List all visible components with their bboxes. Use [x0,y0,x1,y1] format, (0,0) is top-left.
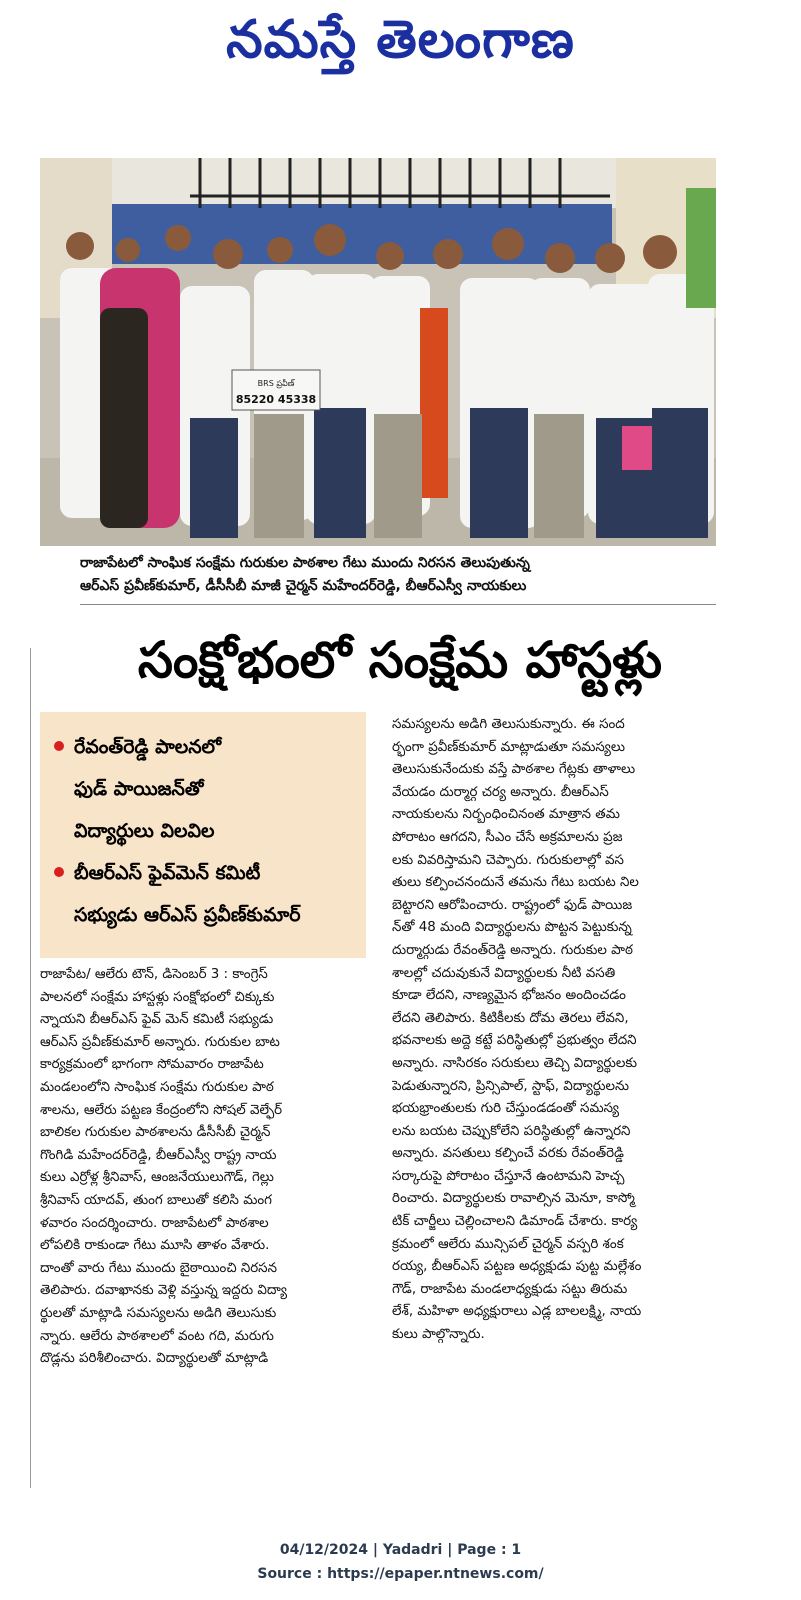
article-line: కూడా లేదని, నాణ్యమైన భోజనం అందించడం [392,988,626,1004]
article-line: సర్కారుపై పోరాటం చేస్తూనే ఉంటామని హెచ్చ [392,1168,625,1184]
edition-info: 04/12/2024 | Yadadri | Page : 1 [279,1542,522,1558]
article-line: లను బయట చెప్పుకోలేని పరిస్థితుల్లో ఉన్నారని [392,1123,631,1139]
article-line: ర్భంగా ప్రవీణ్‌కుమార్ మాట్లాడుతూ సమస్యలు [392,739,625,755]
article-line: శ్రీనివాస్ యాదవ్, తుంగ బాలుతో కలిసి మంగ [40,1192,272,1208]
article-line: అన్నారు. నాసిరకం సరుకులు తెచ్చి విద్యార్థులకు [392,1055,638,1071]
article-line: శాలల్లో చదువుకునే విద్యార్థులకు నీటి వసతి [392,965,616,981]
placard-number: 85220 45338 [235,393,317,406]
highlight-line: రేవంత్‌రెడ్డి పాలనలో [74,736,222,758]
article-line: రయ్య, బీఆర్ఎస్ పట్టణ అధ్యక్షుడు పుట్ట మల్లేశం [392,1259,642,1275]
article-line: రించారు. విద్యార్థులకు రావాల్సిన మెనూ, కాస్మో [392,1191,635,1207]
article-line: ర్థులతో మాట్లాడి సమస్యలను అడిగి తెలుసుకు [40,1305,277,1321]
article-line: భయభ్రాంతులకు గురి చేస్తుండడంతో సమస్య [392,1101,620,1117]
highlight-item [54,852,362,936]
article-line: గొంగిడి మహేందర్‌రెడ్డి, బీఆర్ఎస్వీ రాష్ట్ర నాయ [40,1147,277,1163]
page-footer [0,1538,801,1586]
article-line: భవనాలకు అద్దె కట్టే పరిస్థితుల్లో ప్రభుత్వం లేదని [392,1033,637,1049]
article-line: లేదని తెలిపారు. కిటికీలకు దోమ తెరలు లేవని, [392,1010,629,1026]
article-headline: సంక్షోభంలో సంక్షేమ హాస్టళ్లు [137,631,663,689]
article-line: శాలను, ఆలేరు పట్టణ కేంద్రంలోని సోషల్ వెల్ఫేర్ [40,1102,283,1118]
article-line: న్నాయని బీఆర్ఎస్ ఫైవ్ మెన్ కమిటీ సభ్యుడు [40,1012,274,1028]
article-line: కార్యక్రమంలో భాగంగా సోమవారం రాజాపేట [40,1057,264,1073]
highlight-line: సభ్యుడు ఆర్ఎస్ ప్రవీణ్‌కుమార్ [74,904,301,926]
article-line: పాలనలో సంక్షేమ హాస్టళ్లు సంక్షోభంలో చిక్కుకు [40,989,275,1005]
newspaper-title: నమస్తే తెలంగాణ [226,10,575,70]
article-line: దుర్మార్గుడు రేవంత్‌రెడ్డి అన్నారు. గురుకుల పాఠ [392,942,633,958]
highlight-line: బీఆర్ఎస్ ఫైవ్‌మెన్ కమిటీ [74,862,261,884]
column-divider [30,648,31,1488]
bullet-dot-icon [54,867,64,877]
bullet-dot-icon [54,741,64,751]
article-line: సమస్యలను అడిగి తెలుసుకున్నారు. ఈ సంద [392,717,625,732]
article-line: వేయడం దుర్మార్గ చర్య అన్నారు. బీఆర్ఎస్ [392,784,609,800]
article-line: గౌడ్, రాజాపేట మండలాధ్యక్షుడు సట్టు తిరుమ [392,1281,628,1297]
article-line: బాలికల గురుకుల పాఠశాలను డీసీసీబీ చైర్మన్ [40,1125,271,1141]
news-photo [40,158,716,546]
article-line: తెలుసుకునేందుకు వస్తే పాఠశాల గేట్లకు తాళాలు [392,762,636,778]
article-line: కులు పాల్గొన్నారు. [392,1327,485,1343]
article-line: పోరాటం ఆగదని, సీఎం చేసే అక్రమాలను ప్రజ [392,829,623,845]
protest-photo-illustration [40,158,716,546]
source-link[interactable]: Source : https://epaper.ntnews.com/ [257,1566,544,1582]
article-line: పెడుతున్నారని, ప్రిన్సిపాల్, స్టాఫ్, విద్యార్థులను [392,1078,629,1094]
article-line: దొడ్లను పరిశీలించారు. విద్యార్థులతో మాట్లాడి [40,1351,269,1367]
caption-divider [80,604,716,605]
article-line: క్రమంలో ఆలేరు మున్సిపల్ చైర్మన్ వస్పరి శంక [392,1236,624,1252]
article-line: నాయకులను నిర్బంధించినంత మాత్రాన తమ [392,807,620,823]
article-line: తెలిపారు. దవాఖానకు వెళ్లి వస్తున్న ఇద్దరు విద్యా [40,1283,287,1299]
article-line: ఆర్ఎస్ ప్రవీణ్‌కుమార్ అన్నారు. గురుకుల బాట [40,1034,280,1050]
highlight-item [54,726,362,852]
article-line: దాంతో వారు గేటు ముందు బైఠాయించి నిరసన [40,1260,277,1276]
article-column-right [392,714,718,1347]
article-line: తులు కల్పించనందునే తమను గేటు బయట నిల [392,875,639,891]
highlights-box [40,712,366,958]
article-line: న్నారు. ఆలేరు పాఠశాలలో వంట గది, మరుగు [40,1328,274,1344]
article-line: న్‌తో 48 మంది విద్యార్థులను పొట్టన పెట్టుకున్న [392,920,632,936]
article-column-left [40,964,366,1371]
article-line: ళవారం సందర్శించారు. రాజాపేటలో పాఠశాల [40,1215,269,1231]
article-line: టిక్ చార్జీలు చెల్లించాలని డిమాండ్ చేశారు. కార్య [392,1214,638,1230]
article-line: అన్నారు. వసతులు కల్పించే వరకు రేవంత్‌రెడ్డి [392,1146,624,1162]
photo-caption [80,552,720,598]
placard-line1: BRS ప్రవీణ్ [257,379,295,388]
article-line: కులు ఎర్రోళ్ల శ్రీనివాస్, ఆంజనేయులుగౌడ్, గెల్లు [40,1170,274,1186]
caption-line: ఆర్ఎస్ ప్రవీణ్‌కుమార్, డీసీసీబీ మాజీ చైర్మన్ మహేందర్‌రెడ్డి, బీఆర్ఎస్వీ నాయకులు [80,578,527,594]
masthead [0,0,801,120]
article-line: లేశ్, మహిళా అధ్యక్షురాలు ఎడ్ల బాలలక్ష్మి, నాయ [392,1304,642,1320]
highlight-line: విద్యార్థులు విలవిల [74,820,215,842]
article-line: మండలంలోని సాంఘిక సంక్షేమ గురుకుల పాఠ [40,1079,274,1095]
article-line: రాజాపేట/ ఆలేరు టౌన్, డిసెంబర్ 3 : కాంగ్రెస్ [40,967,268,982]
article-line: లకు వివరిస్తామని చెప్పారు. గురుకులాల్లో వస [392,852,624,868]
highlight-line: ఫుడ్ పాయిజన్‌తో [74,778,204,800]
article-line: బెట్టారని ఆరోపించారు. రాష్ట్రంలో ఫుడ్ పాయిజ [392,897,633,913]
caption-line: రాజాపేటలో సాంఘిక సంక్షేమ గురుకుల పాఠశాల గేటు ముందు నిరసన తెలుపుతున్న [80,555,530,571]
article-line: లోపలికి రాకుండా గేటు మూసి తాళం వేశారు. [40,1238,270,1254]
